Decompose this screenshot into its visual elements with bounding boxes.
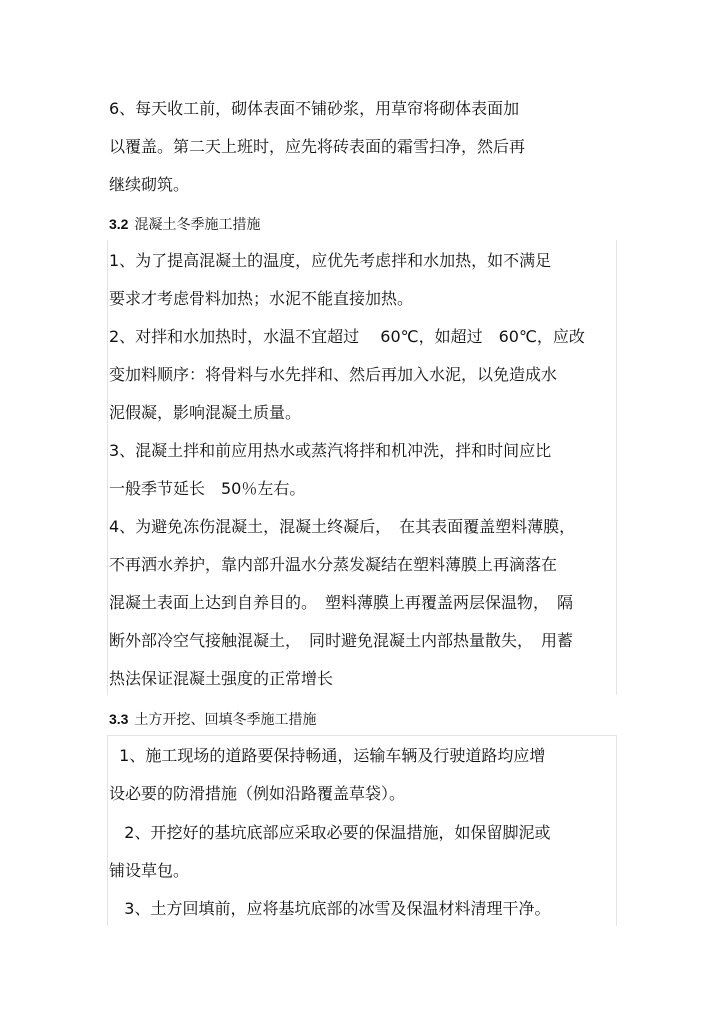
paragraph-line: 以覆盖。第二天上班时，应先将砖表面的霜雪扫净，然后再 — [109, 137, 526, 156]
paragraph-line: 1、施工现场的道路要保持畅通，运输车辆及行驶道路均应增 — [109, 746, 546, 765]
section-title: 土方开挖、回填冬季施工措施 — [134, 712, 317, 728]
paragraph-line: 3、混凝土拌和前应用热水或蒸汽将拌和机冲洗，拌和时间应比 — [109, 441, 552, 460]
paragraph-line: 要求才考虑骨料加热；水泥不能直接加热。 — [109, 289, 414, 308]
section-number: 3.2 — [109, 216, 129, 232]
paragraph-line: 1、为了提高混凝土的温度，应优先考虑拌和水加热，如不满足 — [109, 251, 552, 270]
paragraph-line: 设必要的防滑措施（例如沿路覆盖草袋）。 — [109, 784, 406, 803]
paragraph-line: 3、土方回填前，应将基坑底部的冰雪及保温材料清理干净。 — [109, 899, 551, 918]
paragraph-line: 泥假凝，影响混凝土质量。 — [109, 403, 302, 422]
paragraph-line: 一般季节延长 50％左右。 — [109, 479, 306, 498]
section-heading-3-3 — [109, 708, 619, 731]
paragraph-line: 断外部冷空气接触混凝土， 同时避免混凝土内部热量散失， 用蓄 — [109, 631, 574, 650]
paragraph-line: 变加料顺序：将骨料与水先拌和、然后再加入水泥，以免造成水 — [109, 365, 558, 384]
paragraph-line: 2、对拌和水加热时，水温不宜超过 60℃，如超过 60℃，应改 — [109, 327, 585, 346]
section-number: 3.3 — [109, 711, 129, 727]
paragraph-line: 铺设草包。 — [109, 861, 190, 880]
paragraph-line: 混凝土表面上达到自养目的。 塑料薄膜上再覆盖两层保温物， 隔 — [109, 593, 574, 612]
paragraph-line: 6、每天收工前，砌体表面不铺砂浆，用草帘将砌体表面加 — [109, 99, 520, 118]
paragraph-line: 4、为避免冻伤混凝土，混凝土终凝后， 在其表面覆盖塑料薄膜， — [109, 517, 576, 536]
paragraph-line: 2、开挖好的基坑底部应采取必要的保温措施，如保留脚泥或 — [109, 823, 551, 842]
section-title: 混凝土冬季施工措施 — [134, 217, 261, 233]
section-heading-3-2 — [109, 213, 619, 236]
paragraph-line: 热法保证混凝土强度的正常增长 — [109, 669, 334, 688]
paragraph-line: 不再洒水养护，靠内部升温水分蒸发凝结在塑料薄膜上再滴落在 — [109, 555, 558, 574]
paragraph-line: 继续砌筑。 — [109, 175, 190, 194]
